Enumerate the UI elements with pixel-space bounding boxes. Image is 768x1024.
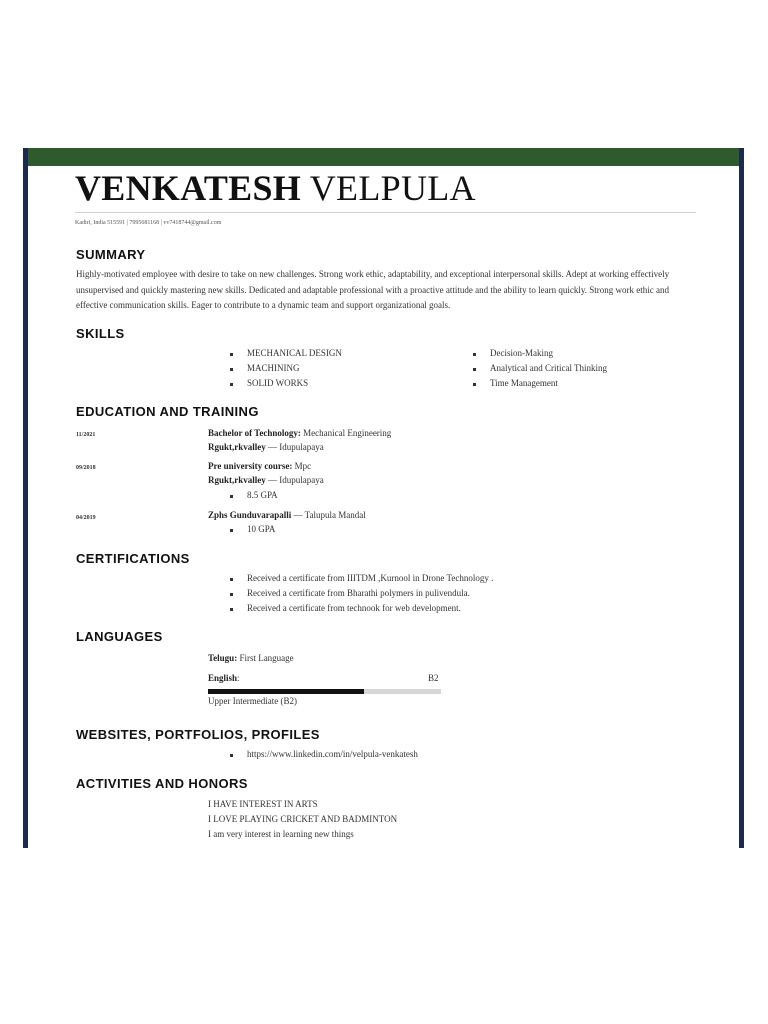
- list-item: Received a certificate from IIITDM ,Kurnool in Drone Technology .: [227, 571, 493, 586]
- education-school: [208, 440, 324, 454]
- contact-line: Kadiri, India 515591 | 7995681168 | vv7418744@gmail.com: [75, 220, 222, 226]
- school-name: Rgukt,rkvalley: [208, 442, 266, 452]
- list-item: Received a certificate from technook for web development.: [227, 601, 493, 616]
- list-item: MACHINING: [227, 361, 342, 376]
- language-telugu: [208, 651, 294, 665]
- languages-heading: LANGUAGES: [76, 629, 163, 644]
- education-degree: [208, 426, 391, 440]
- degree-title: Bachelor of Technology: [208, 428, 298, 438]
- language-label: Telugu: [208, 653, 235, 663]
- education-heading: EDUCATION AND TRAINING: [76, 404, 259, 419]
- activity-item: I LOVE PLAYING CRICKET AND BADMINTON: [208, 814, 398, 824]
- summary-text: Highly-motivated employee with desire to take on new challenges. Strong work ethic, adaptability, and exceptional interpersonal skills. Adept at working effectively unsupervised and quickly mastering new skills. Dedicated and adaptable professional with a proactive attitude and the ability to learn quickly. Strong work ethic and effective communication skills. Eager to contribute to a dynamic team and support organizational goals.: [76, 269, 670, 310]
- websites-heading: WEBSITES, PORTFOLIOS, PROFILES: [76, 727, 320, 742]
- language-label: English: [208, 673, 238, 683]
- list-item: Time Management: [470, 376, 607, 391]
- language-level: First Language: [239, 653, 294, 663]
- education-date: 11/2021: [76, 432, 96, 438]
- language-level-english: Upper Intermediate (B2): [208, 696, 297, 706]
- activity-item: I am very interest in learning new things: [208, 829, 354, 839]
- list-item: 8.5 GPA: [227, 488, 278, 503]
- education-gpa-list: [227, 488, 278, 503]
- header-divider: [75, 212, 696, 213]
- colon: :: [234, 653, 238, 663]
- summary-heading: SUMMARY: [76, 247, 146, 262]
- resume-page: [23, 148, 744, 848]
- last-name: VELPULA: [309, 168, 476, 208]
- colon: :: [237, 673, 240, 683]
- school-place: Idupulapaya: [279, 442, 324, 452]
- candidate-name: [75, 168, 476, 208]
- dash: —: [268, 442, 278, 452]
- certifications-list: [227, 571, 493, 616]
- language-code: B2: [428, 673, 439, 683]
- skills-list-right: [470, 346, 607, 391]
- language-english: [208, 671, 240, 685]
- colon: :: [297, 428, 301, 438]
- degree-title: Pre university course: [208, 461, 290, 471]
- colon: :: [289, 461, 293, 471]
- website-link[interactable]: https://www.linkedin.com/in/velpula-venkatesh: [227, 747, 418, 762]
- school-name: Rgukt,rkvalley: [208, 475, 266, 485]
- education-degree: [208, 459, 311, 473]
- education-school: [208, 473, 324, 487]
- school-name: Zphs Gunduvarapalli: [208, 510, 292, 520]
- activities-heading: ACTIVITIES AND HONORS: [76, 776, 248, 791]
- dash: —: [268, 475, 278, 485]
- degree-field: Mechanical Engineering: [303, 428, 392, 438]
- header-bar: [28, 148, 739, 166]
- websites-list: [227, 747, 418, 762]
- education-date: 04/2019: [76, 515, 96, 521]
- skills-heading: SKILLS: [76, 326, 125, 341]
- list-item: SOLID WORKS: [227, 376, 342, 391]
- list-item: Received a certificate from Bharathi polymers in pulivendula.: [227, 586, 493, 601]
- list-item: MECHANICAL DESIGN: [227, 346, 342, 361]
- certifications-heading: CERTIFICATIONS: [76, 551, 190, 566]
- first-name: VENKATESH: [75, 168, 302, 208]
- list-item: Analytical and Critical Thinking: [470, 361, 607, 376]
- list-item: 10 GPA: [227, 522, 275, 537]
- school-place: Idupulapaya: [279, 475, 324, 485]
- school-place: Talupula Mandal: [304, 510, 366, 520]
- activity-item: I HAVE INTEREST IN ARTS: [208, 799, 318, 809]
- education-date: 09/2018: [76, 465, 96, 471]
- dash: —: [293, 510, 303, 520]
- education-gpa-list: [227, 522, 275, 537]
- degree-field: Mpc: [294, 461, 312, 471]
- list-item: Decision-Making: [470, 346, 607, 361]
- education-school: [208, 508, 366, 522]
- skills-list-left: [227, 346, 342, 391]
